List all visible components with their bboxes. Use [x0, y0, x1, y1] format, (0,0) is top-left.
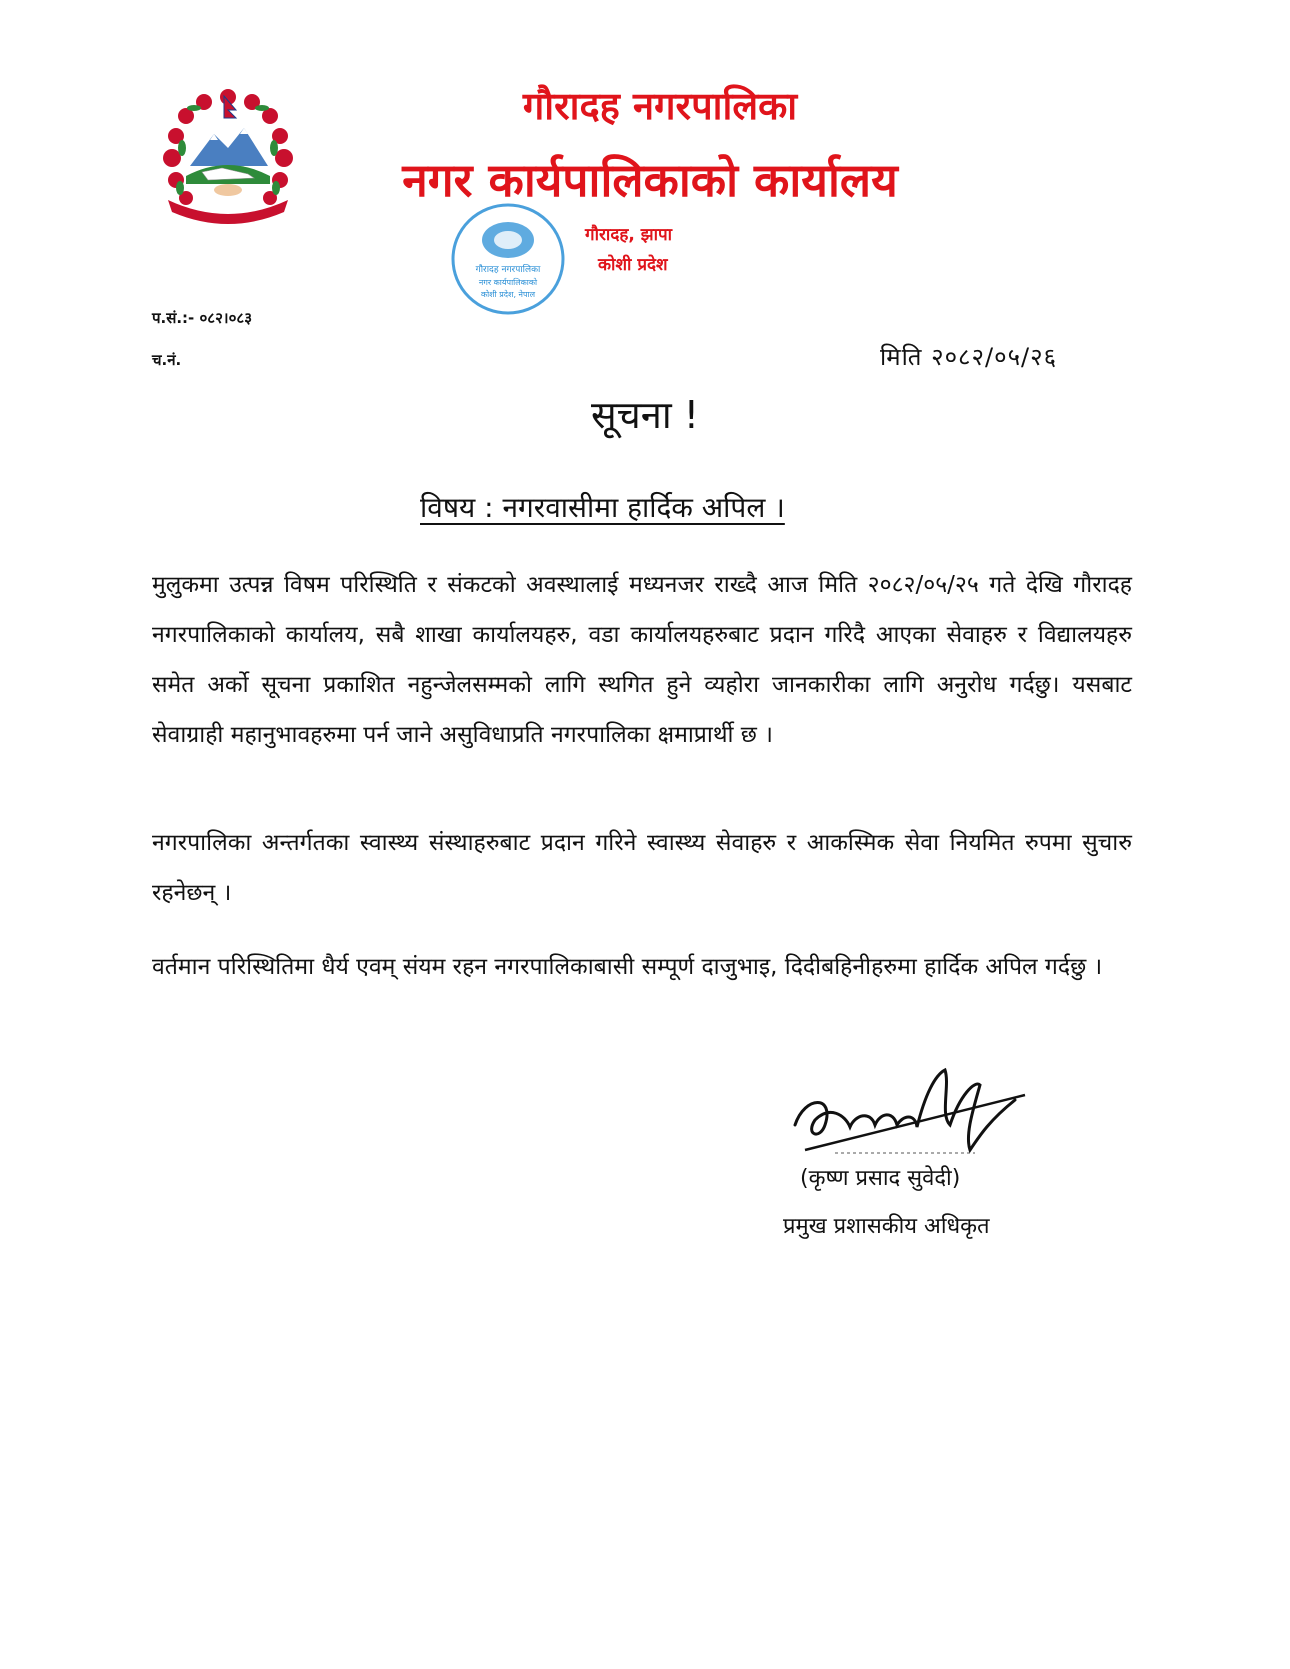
official-stamp-icon: [448, 200, 568, 318]
signature-icon: [775, 1055, 1035, 1175]
body-paragraph-1: मुलुकमा उत्पन्न विषम परिस्थिति र संकटको अवस्थालाई मध्यनजर राख्दै आज मिति २०८२/०५/२५ गते देखि गौरादह नगरपालिकाको कार्यालय, सबै शाखा कार्यालयहरु, वडा कार्यालयहरुबाट प्रदान गरिदै आएका सेवाहरु र विद्यालयहरु समेत अर्को सूचना प्रकाशित नहुन्जेलसम्मको लागि स्थगित हुने व्यहोरा जानकारीका लागि अनुरोध गर्दछु। यसबाट सेवाग्राही महानुभावहरुमा पर्न जाने असुविधाप्रति नगरपालिका क्षमाप्रार्थी छ ।: [152, 572, 1132, 748]
notice-heading: सूचना !: [590, 393, 700, 437]
body-paragraph-3: वर्तमान परिस्थितिमा धैर्य एवम् संयम रहन नगरपालिकाबासी सम्पूर्ण दाजुभाइ, दिदीबहिनीहरुमा हार्दिक अपिल गर्दछु ।: [152, 954, 1103, 980]
dispatch-number: च.नं.: [152, 351, 182, 369]
svg-text:नगर कार्यपालिकाको: नगर कार्यपालिकाको: [478, 278, 538, 287]
address-line-1: गौरादह, झापा: [585, 225, 673, 245]
address-line-2: कोशी प्रदेश: [598, 255, 668, 275]
notice-subject: विषय : नगरवासीमा हार्दिक अपिल ।: [420, 491, 785, 524]
signatory-designation: प्रमुख प्रशासकीय अधिकृत: [783, 1214, 990, 1239]
municipality-name: गौरादह नगरपालिका: [522, 84, 798, 128]
svg-text:कोशी प्रदेश, नेपाल: कोशी प्रदेश, नेपाल: [480, 290, 536, 299]
svg-text:गौरादह नगरपालिका: गौरादह नगरपालिका: [475, 265, 541, 275]
office-name: नगर कार्यपालिकाको कार्यालय: [402, 153, 898, 207]
notice-date: मिति २०८२/०५/२६: [880, 343, 1058, 371]
signatory-name: (कृष्ण प्रसाद सुवेदी): [800, 1166, 961, 1191]
nepal-emblem-icon: [152, 88, 304, 228]
reference-number: प.सं.:- ०८२।०८३: [152, 309, 252, 327]
body-paragraph-2: नगरपालिका अन्तर्गतका स्वास्थ्य संस्थाहरुबाट प्रदान गरिने स्वास्थ्य सेवाहरु र आकस्मिक सेवा नियमित रुपमा सुचारु रहनेछन् ।: [152, 830, 1132, 906]
